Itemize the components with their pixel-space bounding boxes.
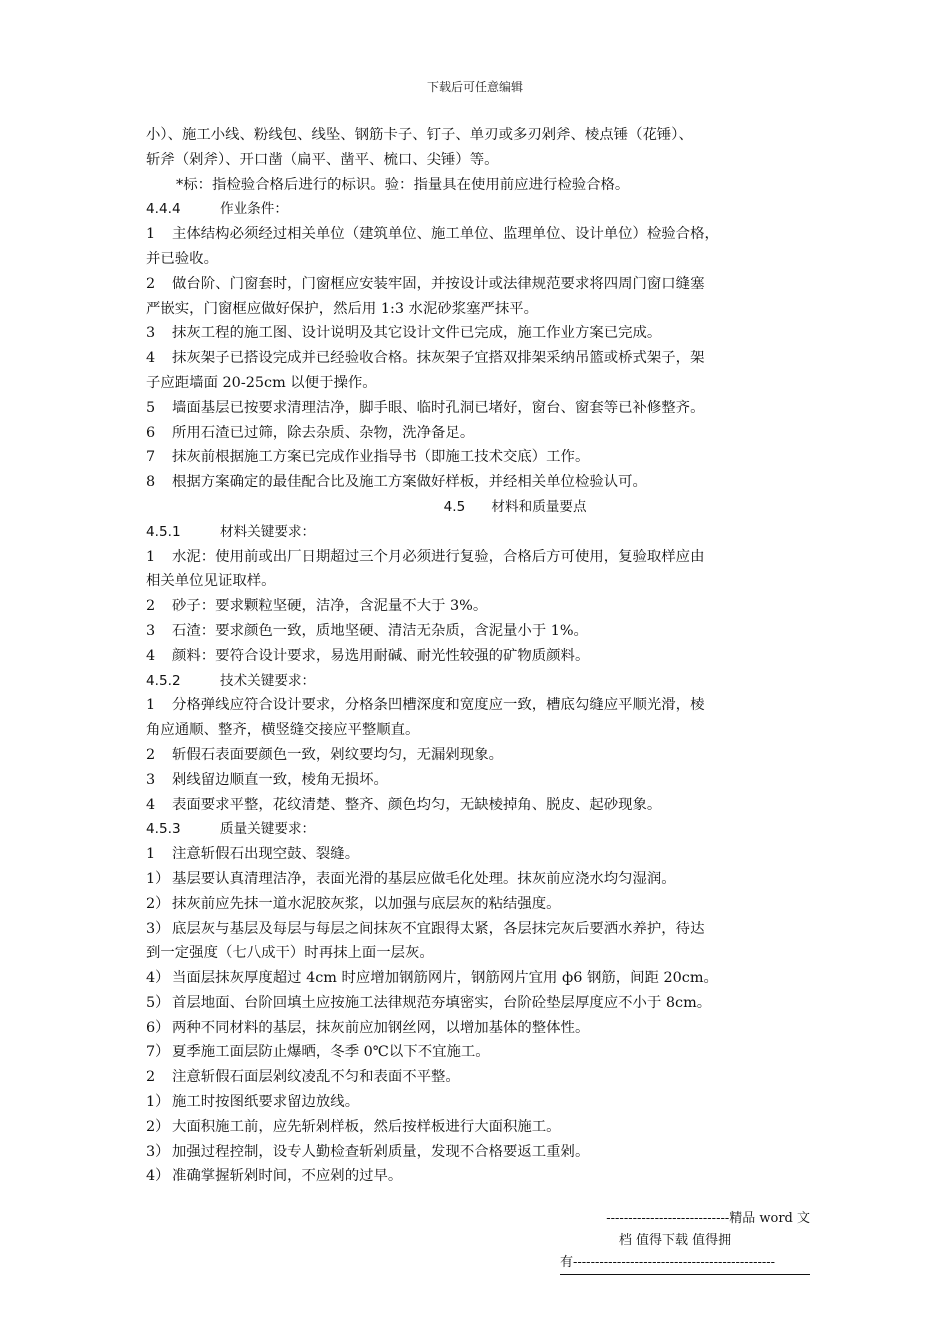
list-item-continuation: 严嵌实，门窗框应做好保护，然后用 1:3 水泥砂浆塞严抹平。 — [146, 300, 539, 317]
item-text: 注意斩假石出现空鼓、裂缝。 — [172, 846, 360, 863]
section-number: 4.5.1 — [146, 523, 181, 540]
section-heading-4-5-3 — [146, 817, 818, 842]
item-number: 1） — [146, 1094, 170, 1111]
section-title: 技术关键要求： — [220, 672, 316, 689]
item-text: 颜料：要符合设计要求，易选用耐碱、耐光性较强的矿物质颜料。 — [172, 647, 590, 664]
list-item — [146, 1016, 818, 1041]
text-line: 小）、施工小线、粉线包、线坠、钢筋卡子、钉子、单刃或多刃剁斧、棱点锤（花锤）、 — [146, 127, 693, 143]
item-text: 底层灰与基层及每层与每层之间抹灰不宜跟得太紧，各层抹完灰后要洒水养护，待达 — [172, 920, 705, 937]
quality-b-list — [146, 1090, 818, 1189]
item-number: 2 — [146, 598, 156, 615]
list-item-continuation: 角应通顺、整齐，横竖缝交接应平整顺直。 — [146, 722, 420, 739]
item-number: 1 — [146, 697, 156, 714]
item-text: 主体结构必须经过相关单位（建筑单位、施工单位、监理单位、设计单位）检验合格， — [172, 226, 719, 243]
list-item — [146, 545, 818, 570]
technical-list — [146, 693, 818, 817]
section-heading-4-5-2 — [146, 669, 818, 694]
item-text: 石渣：要求颜色一致，质地坚硬、清洁无杂质，含泥量小于 1%。 — [172, 622, 588, 639]
list-item — [146, 966, 818, 991]
item-number: 3 — [146, 622, 156, 639]
page-footer — [560, 1208, 810, 1275]
materials-list — [146, 545, 818, 669]
list-item — [146, 1115, 818, 1140]
item-text: 水泥：使用前或出厂日期超过三个月必须进行复验，合格后方可使用，复验取样应由 — [172, 548, 705, 565]
item-text: 大面积施工前，应先斩剁样板，然后按样板进行大面积施工。 — [172, 1118, 561, 1135]
item-number: 4 — [146, 350, 156, 367]
item-text: 注意斩假石面层剁纹凌乱不匀和表面不平整。 — [172, 1069, 460, 1086]
item-number: 4 — [146, 796, 156, 813]
item-text: 抹灰架子已搭设完成并已经验收合格。抹灰架子宜搭双排架采纳吊篮或桥式架子，架 — [172, 350, 705, 367]
list-item-continuation: 子应距墙面 20-25cm 以便于操作。 — [146, 374, 377, 391]
item-number: 3） — [146, 920, 170, 937]
item-text: 做台阶、门窗套时，门窗框应安装牢固，并按设计或法律规范要求将四周门窗口缝塞 — [172, 275, 705, 292]
list-item — [146, 693, 818, 718]
section-title: 材料和质量要点 — [491, 498, 587, 515]
footer-line: ----------------------------精品 word 文 — [606, 1211, 810, 1226]
section-number: 4.5.2 — [146, 672, 181, 689]
item-number: 1） — [146, 870, 170, 887]
list-item — [146, 768, 818, 793]
conditions-list — [146, 222, 818, 495]
item-number: 7 — [146, 449, 156, 466]
section-number: 4.5.3 — [146, 821, 181, 838]
item-text: 剁线留边顺直一致，棱角无损坏。 — [172, 771, 388, 788]
item-number: 1 — [146, 226, 156, 243]
list-item — [146, 743, 818, 768]
section-number: 4.4.4 — [146, 201, 181, 218]
item-number: 4） — [146, 970, 170, 987]
list-item — [146, 842, 818, 867]
item-text: 加强过程控制，设专人勤检查斩剁质量，发现不合格要返工重剁。 — [172, 1143, 590, 1160]
section-title: 质量关键要求： — [220, 821, 316, 838]
item-number: 4 — [146, 647, 156, 664]
item-number: 2 — [146, 746, 156, 763]
text-line: 斩斧（剁斧）、开口凿（扁平、凿平、梳口、尖锤）等。 — [146, 151, 499, 168]
section-number: 4.5 — [443, 498, 466, 515]
list-item — [146, 396, 818, 421]
item-number: 2 — [146, 1069, 156, 1086]
item-text: 两种不同材料的基层，抹灰前应加钢丝网，以增加基体的整体性。 — [172, 1019, 590, 1036]
list-item — [146, 1090, 818, 1115]
list-item-continuation: 到一定强度（七八成干）时再抹上面一层灰。 — [146, 945, 434, 962]
item-number: 4） — [146, 1168, 170, 1185]
list-item — [146, 1040, 818, 1065]
section-title: 材料关键要求： — [220, 523, 316, 540]
list-item — [146, 917, 818, 942]
text-line: *标：指检验合格后进行的标识。验：指量具在使用前应进行检验合格。 — [176, 176, 630, 193]
item-text: 基层要认真清理洁净，表面光滑的基层应做毛化处理。抹灰前应浇水均匀湿润。 — [172, 870, 676, 887]
item-text: 表面要求平整，花纹清楚、整齐、颜色均匀，无缺棱掉角、脱皮、起砂现象。 — [172, 796, 662, 813]
quality-a-list — [146, 867, 818, 1065]
item-text: 首层地面、台阶回填土应按施工法律规范夯填密实，台阶砼垫层厚度应不小于 8cm。 — [172, 994, 712, 1011]
item-number: 3 — [146, 771, 156, 788]
section-heading-4-4-4 — [146, 197, 818, 222]
item-text: 当面层抹灰厚度超过 4cm 时应增加钢筋网片，钢筋网片宜用 ф6 钢筋，间距 20cm。 — [172, 970, 718, 987]
item-number: 3） — [146, 1143, 170, 1160]
page-header: 下载后可任意编辑 — [426, 80, 523, 94]
item-number: 3 — [146, 325, 156, 342]
item-text: 抹灰前根据施工方案已完成作业指导书（即施工技术交底）工作。 — [172, 449, 590, 466]
list-item — [146, 470, 818, 495]
item-text: 斩假石表面要颜色一致，剁纹要均匀，无漏剁现象。 — [172, 746, 503, 763]
list-item — [146, 867, 818, 892]
item-number: 6 — [146, 424, 156, 441]
item-number: 2） — [146, 1118, 170, 1135]
footer-line: 档 值得下载 值得拥 — [618, 1233, 732, 1248]
item-text: 墙面基层已按要求清理洁净，脚手眼、临时孔洞已堵好，窗台、窗套等已补修整齐。 — [172, 399, 705, 416]
list-item — [146, 793, 818, 818]
list-item — [146, 222, 818, 247]
item-number: 6） — [146, 1019, 170, 1036]
section-title: 作业条件： — [220, 201, 288, 218]
item-number: 5 — [146, 399, 156, 416]
item-text: 分格弹线应符合设计要求，分格条凹槽深度和宽度应一致，槽底勾缝应平顺光滑，棱 — [172, 697, 705, 714]
document-body — [146, 123, 818, 1189]
item-text: 根据方案确定的最佳配合比及施工方案做好样板，并经相关单位检验认可。 — [172, 474, 647, 491]
list-item — [146, 346, 818, 371]
list-item — [146, 445, 818, 470]
item-text: 抹灰前应先抹一道水泥胶灰浆，以加强与底层灰的粘结强度。 — [172, 895, 561, 912]
list-item — [146, 321, 818, 346]
item-number: 8 — [146, 474, 156, 491]
item-number: 5） — [146, 994, 170, 1011]
item-text: 准确掌握斩剁时间，不应剁的过早。 — [172, 1168, 403, 1185]
section-heading-4-5 — [146, 495, 818, 520]
list-item — [146, 272, 818, 297]
item-number: 1 — [146, 548, 156, 565]
list-item — [146, 991, 818, 1016]
list-item-continuation: 相关单位见证取样。 — [146, 573, 276, 590]
list-item — [146, 644, 818, 669]
footer-line: 有---------------------------------------------- — [560, 1252, 810, 1275]
list-item-continuation: 并已验收。 — [146, 250, 218, 267]
list-item — [146, 1164, 818, 1189]
list-item — [146, 619, 818, 644]
list-item — [146, 1140, 818, 1165]
item-text: 所用石渣已过筛，除去杂质、杂物，洗净备足。 — [172, 424, 475, 441]
item-text: 施工时按图纸要求留边放线。 — [172, 1094, 360, 1111]
item-text: 砂子：要求颗粒坚硬，洁净，含泥量不大于 3%。 — [172, 598, 488, 615]
item-text: 抹灰工程的施工图、设计说明及其它设计文件已完成，施工作业方案已完成。 — [172, 325, 662, 342]
list-item — [146, 421, 818, 446]
list-item — [146, 594, 818, 619]
list-item — [146, 1065, 818, 1090]
item-number: 7） — [146, 1044, 170, 1061]
item-text: 夏季施工面层防止爆晒，冬季 0℃以下不宜施工。 — [172, 1044, 490, 1061]
section-heading-4-5-1 — [146, 520, 818, 545]
item-number: 2 — [146, 275, 156, 292]
item-number: 1 — [146, 846, 156, 863]
item-number: 2） — [146, 895, 170, 912]
list-item — [146, 892, 818, 917]
